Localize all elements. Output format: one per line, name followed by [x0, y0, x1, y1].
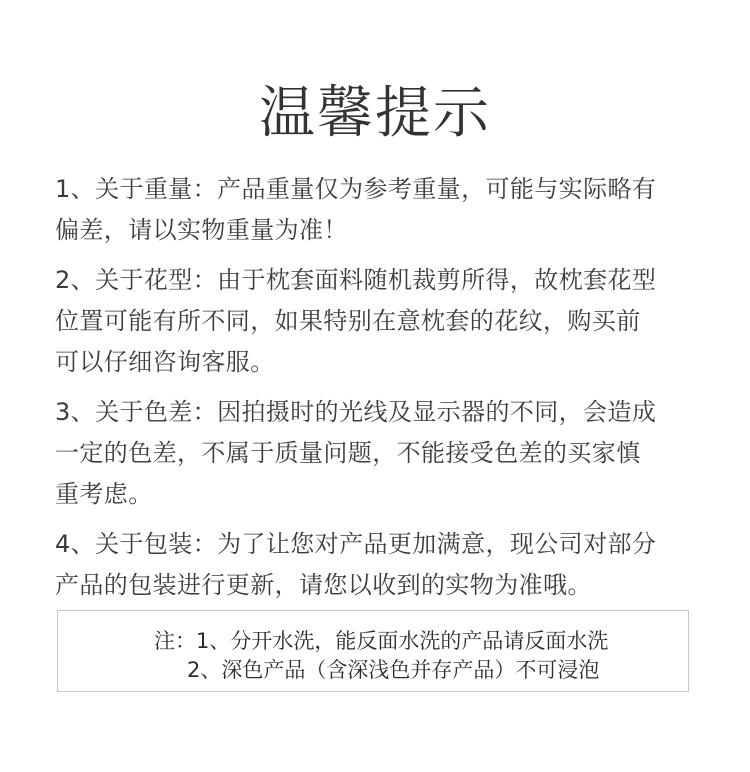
tip-item-color-difference	[55, 392, 705, 515]
page-title: 温馨提示	[259, 81, 491, 146]
tip-text: 重考虑。	[55, 480, 153, 508]
tip-text: 可以仔细咨询客服。	[55, 348, 275, 376]
tip-text: 产品的包装进行更新，请您以收到的实物为准哦。	[55, 571, 592, 599]
tip-text: 1、关于重量：产品重量仅为参考重量，可能与实际略有	[55, 175, 657, 203]
tip-text: 2、关于花型：由于枕套面料随机裁剪所得，故枕套花型	[55, 266, 657, 294]
tip-text: 一定的色差，不属于质量问题，不能接受色差的买家慎	[55, 439, 641, 467]
tip-text: 4、关于包装：为了让您对产品更加满意，现公司对部分	[55, 530, 657, 558]
tip-item-packaging	[55, 524, 705, 606]
tip-item-weight	[55, 169, 705, 251]
tip-item-pattern	[55, 260, 705, 383]
washing-notice-box	[57, 610, 689, 692]
washing-notice-line-2: 2、深色产品（含深浅色并存产品）不可浸泡	[187, 658, 600, 682]
tip-text: 偏差，请以实物重量为准！	[55, 216, 348, 244]
tips-list	[55, 169, 705, 615]
washing-notice-line-1: 注：1、分开水洗，能反面水洗的产品请反面水洗	[154, 629, 609, 653]
tip-text: 位置可能有所不同，如果特别在意枕套的花纹，购买前	[55, 307, 641, 335]
tip-text: 3、关于色差：因拍摄时的光线及显示器的不同，会造成	[55, 398, 657, 426]
